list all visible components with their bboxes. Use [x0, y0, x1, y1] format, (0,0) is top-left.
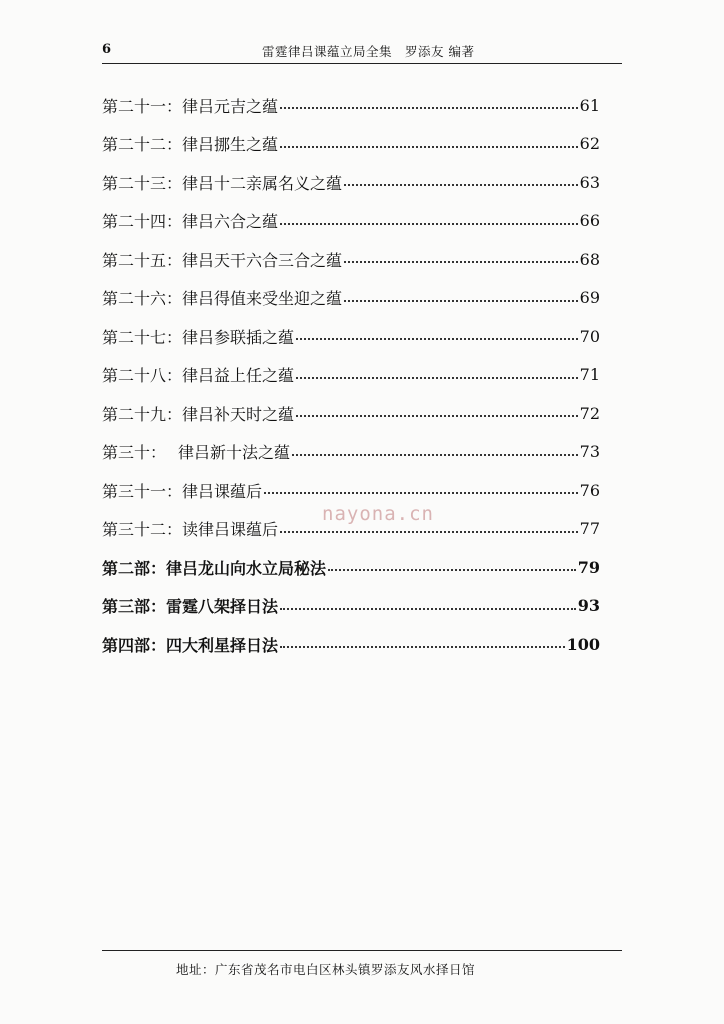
table-of-contents — [102, 86, 600, 664]
toc-entry-number: 第三十二： — [102, 520, 183, 540]
dot-leader — [344, 261, 578, 263]
dot-leader — [344, 300, 578, 302]
toc-entry-number: 第二部： — [102, 558, 167, 578]
toc-entry-page: 72 — [579, 403, 600, 423]
toc-entry-title: 律吕十二亲属名义之蕴 — [182, 173, 343, 193]
toc-entry[interactable] — [102, 240, 600, 279]
toc-entry-title: 四大利星择日法 — [166, 635, 279, 655]
toc-entry-page: 68 — [579, 249, 600, 269]
toc-entry-page: 93 — [577, 596, 600, 616]
toc-entry[interactable] — [102, 163, 600, 202]
toc-entry[interactable] — [102, 202, 600, 241]
toc-entry-page: 61 — [579, 95, 600, 115]
dot-leader — [280, 107, 578, 109]
footer-divider — [102, 950, 622, 951]
toc-entry-page: 66 — [579, 211, 600, 231]
toc-entry-number: 第三部： — [102, 597, 167, 617]
toc-entry-page: 62 — [579, 134, 600, 154]
toc-entry-title: 律吕新十法之蕴 — [178, 443, 291, 463]
toc-entry-title: 律吕参联插之蕴 — [182, 327, 295, 347]
toc-entry-number: 第二十二： — [102, 135, 183, 155]
toc-entry[interactable] — [102, 279, 600, 318]
toc-entry-title: 读律吕课蕴后 — [182, 520, 279, 540]
book-title: 雷霆律吕课蕴立局全集 罗添友 编著 — [262, 44, 475, 59]
header-divider — [102, 63, 622, 64]
toc-entry-number: 第二十六： — [102, 289, 183, 309]
toc-entry-title: 雷霆八架择日法 — [166, 597, 279, 617]
toc-entry-page: 76 — [579, 480, 600, 500]
toc-entry-title: 律吕益上任之蕴 — [182, 366, 295, 386]
watermark: nayona.cn — [322, 503, 434, 525]
toc-entry-title: 律吕六合之蕴 — [182, 212, 279, 232]
toc-entry-number: 第二十九： — [102, 404, 183, 424]
toc-entry-number: 第三十一： — [102, 481, 183, 501]
toc-entry-page: 73 — [579, 442, 600, 462]
toc-entry[interactable] — [102, 86, 600, 125]
toc-entry-page: 100 — [566, 634, 600, 654]
dot-leader — [264, 492, 578, 494]
toc-entry-page: 79 — [577, 557, 600, 577]
toc-entry-page: 69 — [579, 288, 600, 308]
toc-entry-title: 律吕龙山向水立局秘法 — [166, 558, 327, 578]
dot-leader — [296, 377, 578, 379]
toc-entry[interactable] — [102, 433, 600, 472]
dot-leader — [292, 454, 578, 456]
toc-entry-title: 律吕天干六合三合之蕴 — [182, 250, 343, 270]
toc-entry[interactable] — [102, 587, 600, 626]
page-number: 6 — [102, 42, 112, 57]
toc-entry[interactable] — [102, 394, 600, 433]
toc-entry-title: 律吕挪生之蕴 — [182, 135, 279, 155]
toc-entry-number: 第二十四： — [102, 212, 183, 232]
toc-entry-number: 第三十： — [102, 443, 167, 463]
dot-leader — [280, 608, 576, 610]
toc-entry-number: 第二十八： — [102, 366, 183, 386]
dot-leader — [296, 338, 578, 340]
dot-leader — [328, 569, 576, 571]
toc-entry-number: 第二十七： — [102, 327, 183, 347]
dot-leader — [280, 223, 578, 225]
dot-leader — [280, 646, 565, 648]
toc-entry[interactable] — [102, 125, 600, 164]
dot-leader — [344, 184, 578, 186]
toc-entry-number: 第二十五： — [102, 250, 183, 270]
toc-entry[interactable] — [102, 548, 600, 587]
toc-entry[interactable] — [102, 625, 600, 664]
toc-entry-page: 63 — [579, 172, 600, 192]
toc-entry-number: 第二十三： — [102, 173, 183, 193]
toc-entry-page: 77 — [579, 519, 600, 539]
toc-entry-number: 第四部： — [102, 635, 167, 655]
toc-entry[interactable] — [102, 317, 600, 356]
toc-entry-title: 律吕课蕴后 — [182, 481, 263, 501]
toc-entry-page: 71 — [579, 365, 600, 385]
dot-leader — [280, 146, 578, 148]
toc-entry-title: 律吕补天时之蕴 — [182, 404, 295, 424]
page-header — [102, 34, 622, 64]
toc-entry-title: 律吕元吉之蕴 — [182, 96, 279, 116]
toc-entry-title: 律吕得值来受坐迎之蕴 — [182, 289, 343, 309]
toc-entry[interactable] — [102, 356, 600, 395]
footer-address: 地址：广东省茂名市电白区林头镇罗添友风水择日馆 — [176, 962, 476, 977]
toc-entry-number: 第二十一： — [102, 96, 183, 116]
dot-leader — [296, 415, 578, 417]
dot-leader — [280, 531, 578, 533]
toc-entry-page: 70 — [579, 326, 600, 346]
